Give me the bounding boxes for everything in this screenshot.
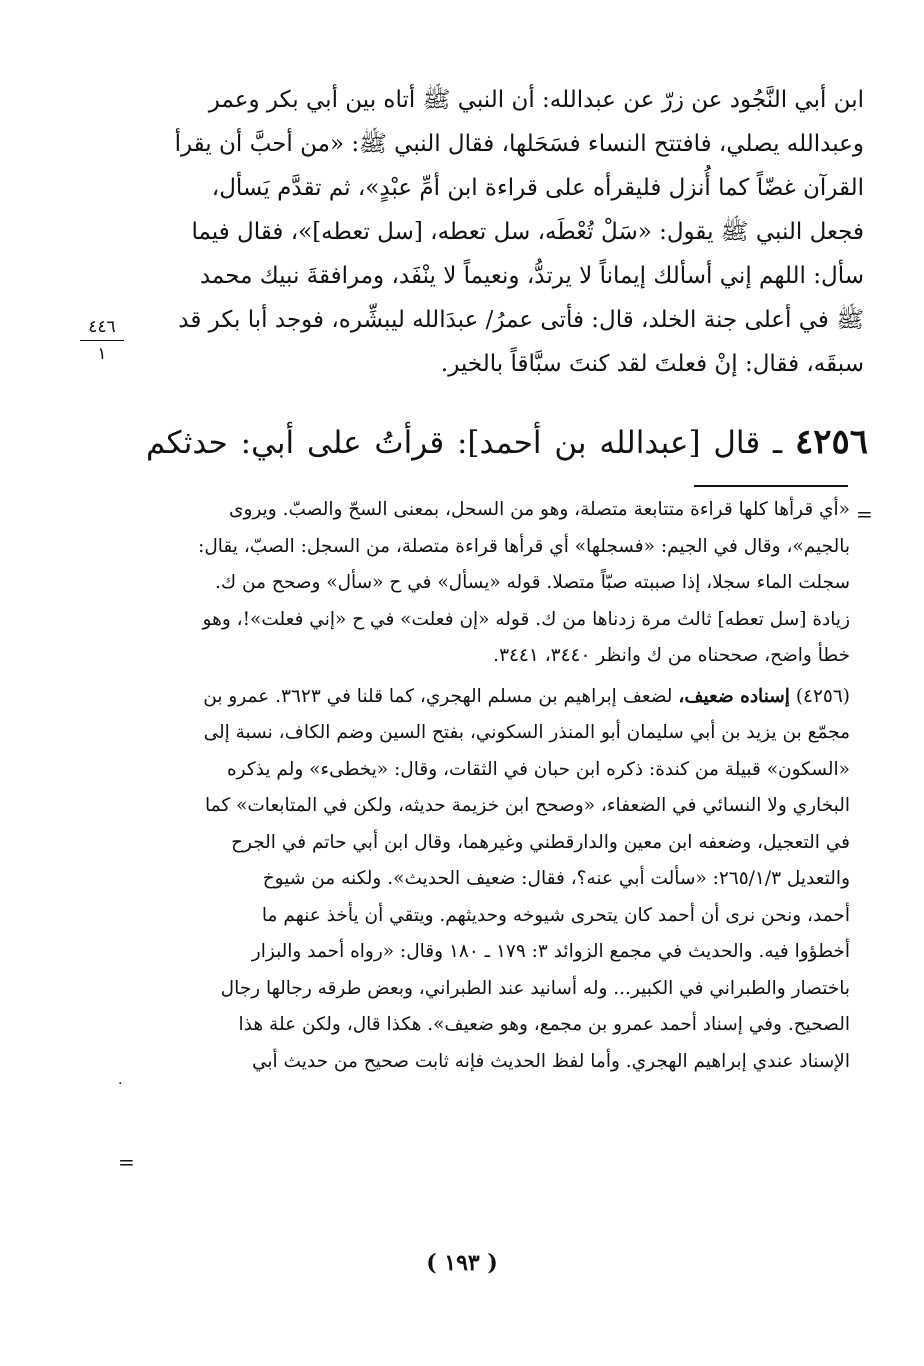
footnote-line: الصحيح. وفي إسناد أحمد عمرو بن مجمع، وهو ضعيف». هكذا قال، ولكن علة هذا [238, 1014, 850, 1035]
main-text-line: ابن أبي النَّجُود عن زرّ عن عبدالله: أن النبي ﷺ أتاه بين أبي بكر وعمر [208, 87, 864, 113]
footnote-line: «أي قرأها كلها قراءة متتابعة متصلة، وهو من السحل، بمعنى السحّ والصبّ. ويروى [229, 499, 850, 520]
main-text-line: سبقَه، فقال: إنْ فعلتَ لقد كنتَ سبَّاقاً بالخير. [440, 351, 864, 377]
footnote-separator [694, 485, 848, 487]
page-number: ( ١٩٣ ) [426, 1250, 498, 1276]
footnote-text: لضعف إبراهيم بن مسلم الهجري، كما قلنا في ٣٦٢٣. عمرو بن [203, 685, 673, 707]
main-text-block [150, 78, 864, 386]
main-text-line: القرآن غضّاً كما أُنزل فليقرأه على قراءة ابن أمِّ عبْدٍ»، ثم تقدَّم يَسأل، [211, 175, 864, 201]
footnote-label: إسناده ضعيف، [678, 685, 790, 707]
footnote-line: سجلت الماء سجلا، إذا صببته صبّاً متصلا. قوله «يسأل» في ح «سأل» وصحح من ك. [215, 572, 850, 593]
footnote-end-marker: = [118, 1150, 135, 1174]
footnote-line: زيادة [سل تعطه] ثالث مرة زدناها من ك. قوله «إن فعلت» في ح «إني فعلت»!، وهو [202, 608, 850, 630]
margin-reference-volume: ٤٤٦ [80, 316, 124, 341]
hadith-number: ٤٢٥٦ [794, 422, 868, 462]
footnotes-block [136, 492, 850, 1080]
hadith-heading-dash: ـ [773, 425, 783, 461]
main-text-line: ﷺ في أعلى جنة الخلد، قال: فأتى عمرُ/ عبدَالله ليبشِّره، فوجد أبا بكر قد [178, 307, 864, 333]
footnote-line: خطأ واضح، صححناه من ك وانظر ٣٤٤٠، ٣٤٤١. [493, 645, 850, 666]
footnote-line: بالجيم»، وقال في الجيم: «فسجلها» أي قرأها قراءة متصلة، من السجل: الصبّ، يقال: [198, 535, 850, 557]
footnote-line: باختصار والطبراني في الكبير... وله أسانيد عند الطبراني، وبعض طرقه رجالها رجال [220, 977, 850, 999]
footnote-continuation-marker: = [856, 502, 873, 526]
margin-page-reference [80, 316, 124, 365]
footnote-note-first-line [136, 679, 850, 716]
main-text-line: فجعل النبي ﷺ يقول: «سَلْ تُعْطَه، سل تعطه، [سل تعطه]»، فقال فيما [191, 219, 864, 245]
footnote-line: في التعجيل، وضعفه ابن معين والدارقطني وغيرهما، وقال ابن أبي حاتم في الجرح [231, 831, 850, 853]
hadith-heading-text: قال [عبدالله بن أحمد]: قرأتُ على أبي: حدثكم [146, 425, 761, 461]
main-text-line: سأل: اللهم إني أسألك إيماناً لا يرتدُّ، ونعيماً لا ينْفَد، ومرافقةَ نبيك محمد [199, 263, 864, 289]
hadith-heading [146, 418, 868, 467]
footnote-line: البخاري ولا النسائي في الضعفاء، «وصحح ابن خزيمة حديثه، ولكن في المتابعات» كما [205, 795, 850, 816]
footnote-line: أخطؤوا فيه. والحديث في مجمع الزوائد ٣: ١٧٩ ـ ١٨٠ وقال: «رواه أحمد والبزار [251, 941, 850, 962]
footnote-line: الإسناد عندي إبراهيم الهجري. وأما لفظ الحديث فإنه ثابت صحيح من حديث أبي [251, 1050, 850, 1072]
footnote-line: أحمد، ونحن نرى أن أحمد كان يتحرى شيوخه وحديثهم. ويتقي أن يأخذ عنهم ما [261, 904, 850, 926]
margin-dot: . [118, 1072, 123, 1088]
main-text-line: وعبدالله يصلي، فافتتح النساء فسَحَلها، فقال النبي ﷺ: «من أحبَّ أن يقرأ [174, 131, 864, 157]
footnote-line: مجمّع بن يزيد بن أبي سليمان أبو المنذر السكوني، بفتح السين وضم الكاف، نسبة إلى [203, 722, 850, 743]
footnote-line: والتعديل ٢٦٥/١/٣: «سألت أبي عنه؟، فقال: ضعيف الحديث». ولكنه من شيوخ [262, 868, 850, 889]
margin-reference-part: ١ [97, 344, 107, 364]
footnote-line: «السكون» قبيلة من كندة: ذكره ابن حبان في الثقات، وقال: «يخطىء» ولم يذكره [226, 758, 850, 780]
footnote-number: (٤٢٥٦) [795, 685, 850, 707]
